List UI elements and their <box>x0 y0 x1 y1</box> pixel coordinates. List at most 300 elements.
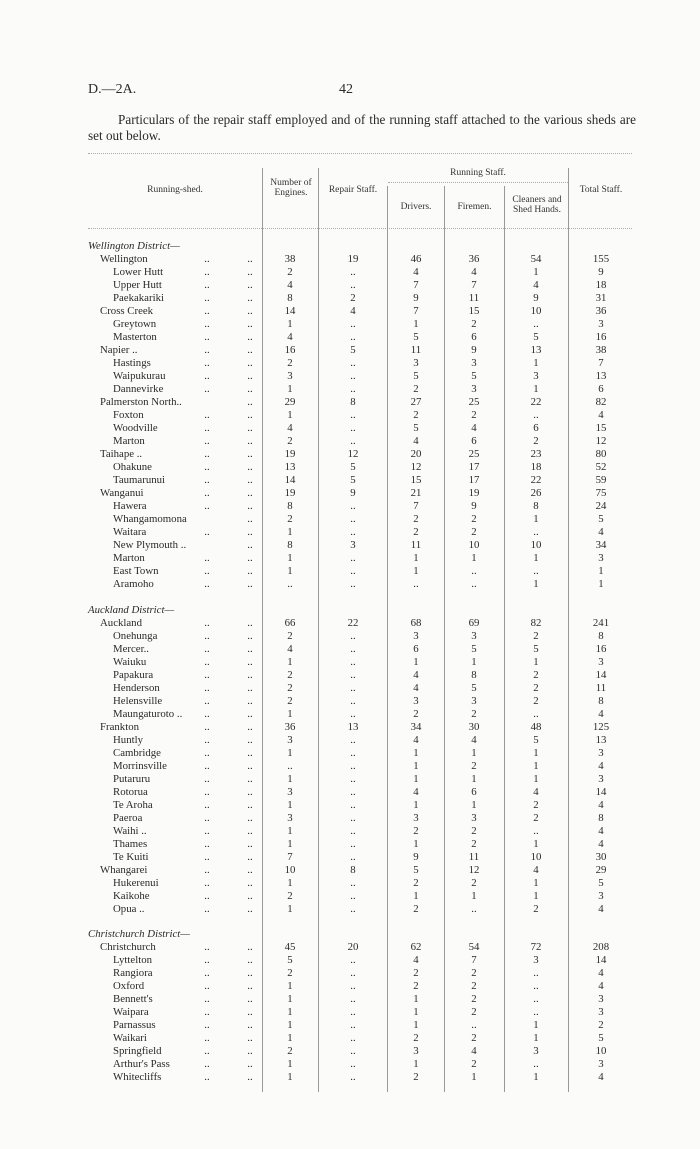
drivers-cell: 4 <box>413 266 419 278</box>
engines-cell: 8 <box>287 539 293 551</box>
total-cell: 4 <box>598 760 604 772</box>
cleaners-cell: 54 <box>530 253 542 265</box>
leader-dots: .. <box>247 318 253 330</box>
table-row <box>0 721 700 733</box>
header-number-of-engines: Number of Engines. <box>270 178 312 198</box>
district-heading: Christchurch District— <box>88 928 190 940</box>
shed-name: Marton <box>113 435 145 447</box>
firemen-cell: 1 <box>471 1071 477 1083</box>
engines-cell: 4 <box>287 331 293 343</box>
leader-dots: .. <box>204 682 210 694</box>
table-row <box>0 578 700 590</box>
leader-dots: .. <box>247 825 253 837</box>
drivers-cell: 11 <box>410 344 422 356</box>
repair-cell: .. <box>350 656 356 668</box>
engines-cell: 2 <box>287 435 293 447</box>
drivers-cell: 3 <box>413 812 419 824</box>
cleaners-cell: 1 <box>533 383 539 395</box>
cleaners-cell: 5 <box>533 643 539 655</box>
drivers-cell: 1 <box>413 760 419 772</box>
shed-name: Huntly <box>113 734 143 746</box>
total-cell: 36 <box>595 305 607 317</box>
engines-cell: 4 <box>287 643 293 655</box>
shed-name: Foxton <box>113 409 144 421</box>
leader-dots: .. <box>204 954 210 966</box>
firemen-cell: 25 <box>468 448 480 460</box>
district-heading: Wellington District— <box>88 240 180 252</box>
total-cell: 3 <box>598 552 604 564</box>
table-row <box>0 1045 700 1057</box>
firemen-cell: 36 <box>468 253 480 265</box>
total-cell: 80 <box>595 448 607 460</box>
leader-dots: .. <box>204 253 210 265</box>
table-row <box>0 838 700 850</box>
repair-cell: .. <box>350 1006 356 1018</box>
firemen-cell: 2 <box>471 825 477 837</box>
repair-cell: .. <box>350 1019 356 1031</box>
table-row <box>0 370 700 382</box>
firemen-cell: 12 <box>468 864 480 876</box>
leader-dots: .. <box>247 851 253 863</box>
firemen-cell: 2 <box>471 513 477 525</box>
leader-dots: .. <box>247 786 253 798</box>
cleaners-cell: 1 <box>533 266 539 278</box>
engines-cell: 1 <box>287 409 293 421</box>
leader-dots: .. <box>204 565 210 577</box>
repair-cell: .. <box>350 435 356 447</box>
leader-dots: .. <box>247 565 253 577</box>
shed-name: Onehunga <box>113 630 158 642</box>
engines-cell: .. <box>287 578 293 590</box>
leader-dots: .. <box>247 266 253 278</box>
table-row <box>0 422 700 434</box>
cleaners-cell: .. <box>533 565 539 577</box>
shed-name: Wellington <box>100 253 148 265</box>
shed-name: Auckland <box>100 617 142 629</box>
table-top-rule <box>88 153 632 154</box>
leader-dots: .. <box>204 279 210 291</box>
header-drivers: Drivers. <box>400 202 432 212</box>
table-row <box>0 1032 700 1044</box>
shed-name: Palmerston North.. <box>100 396 182 408</box>
total-cell: 12 <box>595 435 607 447</box>
leader-dots: .. <box>247 980 253 992</box>
header-bottom-rule <box>88 228 632 229</box>
cleaners-cell: .. <box>533 825 539 837</box>
leader-dots: .. <box>247 773 253 785</box>
firemen-cell: 9 <box>471 344 477 356</box>
firemen-cell: 4 <box>471 266 477 278</box>
table-row <box>0 682 700 694</box>
table-row <box>0 708 700 720</box>
leader-dots: .. <box>204 526 210 538</box>
cleaners-cell: 1 <box>533 747 539 759</box>
leader-dots: .. <box>204 760 210 772</box>
repair-cell: .. <box>350 357 356 369</box>
firemen-cell: 2 <box>471 993 477 1005</box>
firemen-cell: 2 <box>471 1032 477 1044</box>
leader-dots: .. <box>204 721 210 733</box>
engines-cell: 2 <box>287 669 293 681</box>
cleaners-cell: .. <box>533 318 539 330</box>
engines-cell: 3 <box>287 786 293 798</box>
cleaners-cell: 10 <box>530 305 542 317</box>
total-cell: 13 <box>595 734 607 746</box>
total-cell: 3 <box>598 318 604 330</box>
repair-cell: 8 <box>350 396 356 408</box>
drivers-cell: 1 <box>413 773 419 785</box>
cleaners-cell: .. <box>533 967 539 979</box>
repair-cell: .. <box>350 578 356 590</box>
repair-cell: .. <box>350 851 356 863</box>
leader-dots: .. <box>204 877 210 889</box>
firemen-cell: 69 <box>468 617 480 629</box>
leader-dots: .. <box>204 422 210 434</box>
leader-dots: .. <box>247 838 253 850</box>
total-cell: 3 <box>598 656 604 668</box>
cleaners-cell: 1 <box>533 578 539 590</box>
leader-dots: .. <box>204 747 210 759</box>
engines-cell: 2 <box>287 630 293 642</box>
table-row <box>0 552 700 564</box>
leader-dots: .. <box>247 1019 253 1031</box>
leader-dots: .. <box>204 292 210 304</box>
repair-cell: .. <box>350 1032 356 1044</box>
table-row <box>0 383 700 395</box>
leader-dots: .. <box>247 617 253 629</box>
leader-dots: .. <box>247 279 253 291</box>
cleaners-cell: .. <box>533 526 539 538</box>
engines-cell: 8 <box>287 500 293 512</box>
engines-cell: 1 <box>287 1071 293 1083</box>
table-row <box>0 409 700 421</box>
total-cell: 3 <box>598 890 604 902</box>
drivers-cell: 5 <box>413 370 419 382</box>
cleaners-cell: 1 <box>533 890 539 902</box>
leader-dots: .. <box>247 954 253 966</box>
running-staff-rule <box>388 182 568 183</box>
cleaners-cell: .. <box>533 1058 539 1070</box>
leader-dots: .. <box>204 344 210 356</box>
repair-cell: 9 <box>350 487 356 499</box>
engines-cell: 19 <box>284 448 296 460</box>
firemen-cell: .. <box>471 565 477 577</box>
table-row <box>0 344 700 356</box>
drivers-cell: 21 <box>410 487 422 499</box>
shed-name: Mercer.. <box>113 643 149 655</box>
drivers-cell: 9 <box>413 851 419 863</box>
repair-cell: .. <box>350 1058 356 1070</box>
total-cell: 6 <box>598 383 604 395</box>
total-cell: 4 <box>598 409 604 421</box>
total-cell: 125 <box>592 721 610 733</box>
leader-dots: .. <box>204 617 210 629</box>
drivers-cell: 27 <box>410 396 422 408</box>
leader-dots: .. <box>247 1058 253 1070</box>
drivers-cell: 2 <box>413 513 419 525</box>
repair-cell: .. <box>350 500 356 512</box>
table-row <box>0 292 700 304</box>
firemen-cell: 5 <box>471 643 477 655</box>
drivers-cell: 2 <box>413 980 419 992</box>
drivers-cell: 46 <box>410 253 422 265</box>
total-cell: 18 <box>595 279 607 291</box>
leader-dots: .. <box>204 331 210 343</box>
shed-name: East Town <box>113 565 159 577</box>
shed-name: Rangiora <box>113 967 153 979</box>
firemen-cell: 1 <box>471 773 477 785</box>
leader-dots: .. <box>247 734 253 746</box>
engines-cell: 1 <box>287 565 293 577</box>
firemen-cell: 11 <box>468 851 480 863</box>
engines-cell: 14 <box>284 305 296 317</box>
cleaners-cell: 1 <box>533 656 539 668</box>
leader-dots: .. <box>204 1032 210 1044</box>
firemen-cell: 4 <box>471 734 477 746</box>
drivers-cell: 4 <box>413 954 419 966</box>
firemen-cell: .. <box>471 1019 477 1031</box>
table-row <box>0 799 700 811</box>
drivers-cell: 7 <box>413 279 419 291</box>
shed-name: Hawera <box>113 500 147 512</box>
cleaners-cell: 82 <box>530 617 542 629</box>
leader-dots: .. <box>247 747 253 759</box>
repair-cell: .. <box>350 877 356 889</box>
cleaners-cell: 48 <box>530 721 542 733</box>
engines-cell: 1 <box>287 877 293 889</box>
engines-cell: 13 <box>284 461 296 473</box>
leader-dots: .. <box>204 357 210 369</box>
shed-name: Te Aroha <box>113 799 153 811</box>
shed-name: Taumarunui <box>113 474 166 486</box>
total-cell: 30 <box>595 851 607 863</box>
cleaners-cell: 1 <box>533 513 539 525</box>
drivers-cell: 1 <box>413 1058 419 1070</box>
repair-cell: .. <box>350 825 356 837</box>
total-cell: 1 <box>598 578 604 590</box>
shed-name: Morrinsville <box>113 760 167 772</box>
shed-name: Waipukurau <box>113 370 166 382</box>
table-row <box>0 435 700 447</box>
table-row <box>0 890 700 902</box>
cleaners-cell: 2 <box>533 630 539 642</box>
leader-dots: .. <box>204 370 210 382</box>
cleaners-cell: 9 <box>533 292 539 304</box>
engines-cell: 1 <box>287 656 293 668</box>
total-cell: 4 <box>598 903 604 915</box>
shed-name: Napier .. <box>100 344 138 356</box>
repair-cell: .. <box>350 747 356 759</box>
drivers-cell: 6 <box>413 643 419 655</box>
leader-dots: .. <box>204 383 210 395</box>
engines-cell: 19 <box>284 487 296 499</box>
firemen-cell: 2 <box>471 838 477 850</box>
engines-cell: 1 <box>287 552 293 564</box>
drivers-cell: 4 <box>413 734 419 746</box>
shed-name: Hukerenui <box>113 877 159 889</box>
firemen-cell: 1 <box>471 656 477 668</box>
leader-dots: .. <box>204 669 210 681</box>
leader-dots: .. <box>204 993 210 1005</box>
leader-dots: .. <box>204 980 210 992</box>
total-cell: 4 <box>598 980 604 992</box>
engines-cell: 16 <box>284 344 296 356</box>
shed-name: Waikari <box>113 1032 147 1044</box>
firemen-cell: 17 <box>468 474 480 486</box>
leader-dots: .. <box>247 643 253 655</box>
engines-cell: 2 <box>287 266 293 278</box>
total-cell: 15 <box>595 422 607 434</box>
total-cell: 52 <box>595 461 607 473</box>
drivers-cell: 34 <box>410 721 422 733</box>
page-number: 42 <box>339 82 353 97</box>
firemen-cell: 3 <box>471 357 477 369</box>
drivers-cell: 2 <box>413 383 419 395</box>
table-row <box>0 967 700 979</box>
shed-name: Opua .. <box>113 903 145 915</box>
shed-name: Lyttelton <box>113 954 152 966</box>
total-cell: 5 <box>598 877 604 889</box>
leader-dots: .. <box>247 513 253 525</box>
drivers-cell: 1 <box>413 1019 419 1031</box>
cleaners-cell: 2 <box>533 669 539 681</box>
repair-cell: 2 <box>350 292 356 304</box>
header-running-staff: Running Staff. <box>450 168 506 178</box>
cleaners-cell: 2 <box>533 682 539 694</box>
firemen-cell: 5 <box>471 370 477 382</box>
engines-cell: 2 <box>287 890 293 902</box>
shed-name: Waipara <box>113 1006 149 1018</box>
leader-dots: .. <box>204 786 210 798</box>
header-firemen: Firemen. <box>457 202 492 212</box>
shed-name: Upper Hutt <box>113 279 162 291</box>
firemen-cell: 6 <box>471 331 477 343</box>
leader-dots: .. <box>247 695 253 707</box>
repair-cell: .. <box>350 954 356 966</box>
cleaners-cell: 1 <box>533 1019 539 1031</box>
repair-cell: 20 <box>347 941 359 953</box>
shed-name: Dannevirke <box>113 383 164 395</box>
leader-dots: .. <box>204 266 210 278</box>
firemen-cell: 1 <box>471 747 477 759</box>
cleaners-cell: 1 <box>533 838 539 850</box>
leader-dots: .. <box>247 760 253 772</box>
repair-cell: .. <box>350 773 356 785</box>
total-cell: 3 <box>598 1058 604 1070</box>
total-cell: 10 <box>595 1045 607 1057</box>
total-cell: 59 <box>595 474 607 486</box>
leader-dots: .. <box>204 941 210 953</box>
drivers-cell: 4 <box>413 786 419 798</box>
total-cell: 155 <box>592 253 610 265</box>
total-cell: 4 <box>598 1071 604 1083</box>
leader-dots: .. <box>247 864 253 876</box>
drivers-cell: 7 <box>413 305 419 317</box>
firemen-cell: 2 <box>471 1058 477 1070</box>
leader-dots: .. <box>204 435 210 447</box>
leader-dots: .. <box>247 357 253 369</box>
firemen-cell: 6 <box>471 435 477 447</box>
intro-paragraph: Particulars of the repair staff employed and of the running staff attached to the various sheds are set out below. <box>88 112 636 143</box>
shed-name: Masterton <box>113 331 157 343</box>
leader-dots: .. <box>247 1045 253 1057</box>
engines-cell: 5 <box>287 954 293 966</box>
repair-cell: 13 <box>347 721 359 733</box>
total-cell: 14 <box>595 669 607 681</box>
table-row <box>0 461 700 473</box>
leader-dots: .. <box>247 552 253 564</box>
drivers-cell: 2 <box>413 877 419 889</box>
cleaners-cell: 3 <box>533 1045 539 1057</box>
total-cell: 75 <box>595 487 607 499</box>
firemen-cell: 25 <box>468 396 480 408</box>
total-cell: 29 <box>595 864 607 876</box>
engines-cell: 1 <box>287 1032 293 1044</box>
document-reference: D.—2A. <box>88 82 137 97</box>
leader-dots: .. <box>204 967 210 979</box>
table-row <box>0 695 700 707</box>
table-row <box>0 396 700 408</box>
repair-cell: 12 <box>347 448 359 460</box>
repair-cell: .. <box>350 760 356 772</box>
leader-dots: .. <box>247 344 253 356</box>
table-row <box>0 760 700 772</box>
table-row <box>0 565 700 577</box>
drivers-cell: 11 <box>410 539 422 551</box>
leader-dots: .. <box>204 1019 210 1031</box>
firemen-cell: 2 <box>471 409 477 421</box>
drivers-cell: 1 <box>413 993 419 1005</box>
drivers-cell: 20 <box>410 448 422 460</box>
repair-cell: .. <box>350 331 356 343</box>
table-row <box>0 643 700 655</box>
engines-cell: 2 <box>287 967 293 979</box>
leader-dots: .. <box>204 1058 210 1070</box>
leader-dots: .. <box>247 1071 253 1083</box>
leader-dots: .. <box>247 812 253 824</box>
drivers-cell: 2 <box>413 903 419 915</box>
shed-name: Frankton <box>100 721 139 733</box>
firemen-cell: 17 <box>468 461 480 473</box>
cleaners-cell: 22 <box>530 396 542 408</box>
engines-cell: 2 <box>287 357 293 369</box>
table-row <box>0 669 700 681</box>
firemen-cell: 15 <box>468 305 480 317</box>
firemen-cell: 54 <box>468 941 480 953</box>
shed-name: Helensville <box>113 695 163 707</box>
drivers-cell: 2 <box>413 708 419 720</box>
table-row <box>0 941 700 953</box>
repair-cell: .. <box>350 890 356 902</box>
engines-cell: 3 <box>287 812 293 824</box>
firemen-cell: 9 <box>471 500 477 512</box>
repair-cell: .. <box>350 630 356 642</box>
leader-dots: .. <box>247 630 253 642</box>
cleaners-cell: 1 <box>533 552 539 564</box>
engines-cell: 1 <box>287 773 293 785</box>
leader-dots: .. <box>247 877 253 889</box>
table-row <box>0 1019 700 1031</box>
table-row <box>0 617 700 629</box>
cleaners-cell: 4 <box>533 786 539 798</box>
drivers-cell: 1 <box>413 890 419 902</box>
cleaners-cell: 6 <box>533 422 539 434</box>
table-row <box>0 305 700 317</box>
leader-dots: .. <box>247 799 253 811</box>
repair-cell: .. <box>350 565 356 577</box>
drivers-cell: .. <box>413 578 419 590</box>
repair-cell: .. <box>350 370 356 382</box>
